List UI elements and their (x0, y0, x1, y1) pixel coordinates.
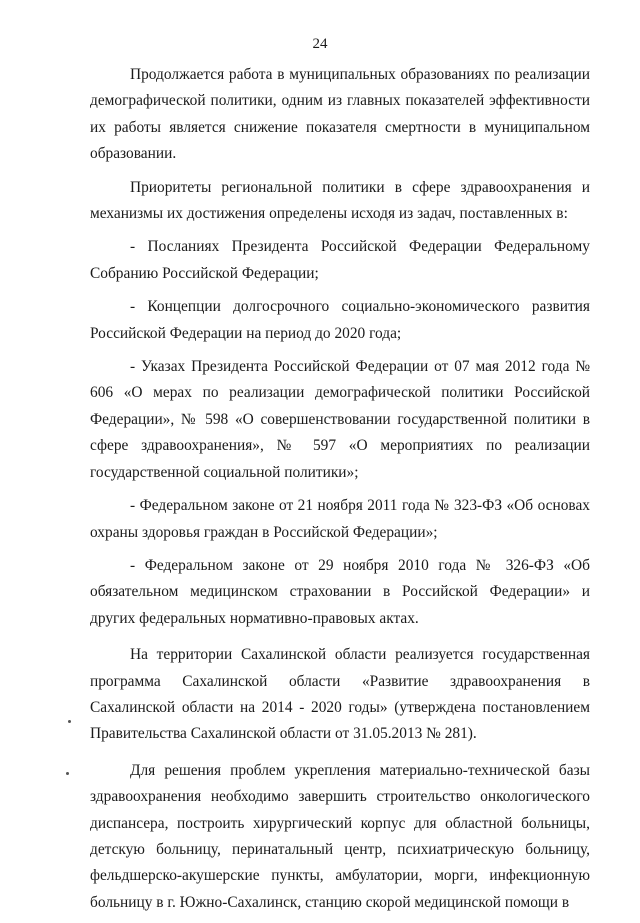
list-item-federal-law-326: - Федеральном законе от 29 ноября 2010 года № 326-ФЗ «Об обязательном медицинском страховании в Российской Федерации» и других федеральных нормативно-правовых актах. (90, 556, 590, 627)
page-number: 24 (312, 36, 328, 52)
list-item-development-concept: - Концепции долгосрочного социально-экономического развития Российской Федерации на период до 2020 года; (90, 298, 590, 342)
list-item-federal-law-323: - Федеральном законе от 21 ноября 2011 года № 323-ФЗ «Об основах охраны здоровья граждан в Российской Федерации»; (90, 497, 590, 541)
list-item-presidential-decrees: - Указах Президента Российской Федерации от 07 мая 2012 года № 606 «О мерах по реализации демографической политики Российской Федерации», № 598 «О совершенствовании государственной политики в сфере здравоохранения», № 597 «О мероприятиях по реализации государственной социальной политики»; (90, 358, 590, 481)
list-item-presidential-addresses: - Посланиях Президента Российской Федерации Федеральному Собранию Российской Федерации; (90, 238, 590, 282)
document-body (90, 62, 590, 923)
paragraph-mortality: Продолжается работа в муниципальных образованиях по реализации демографической политики, одним из главных показателей эффективности их работы является снижение показателя смертности в муниципальном образовании. (90, 66, 590, 163)
scan-speck (66, 772, 69, 775)
paragraph-priorities: Приоритеты региональной политики в сфере здравоохранения и механизмы их достижения определены исходя из задач, поставленных в: (90, 178, 590, 223)
paragraph-state-program: На территории Сахалинской области реализуется государственная программа Сахалинской области «Развитие здравоохранения в Сахалинской области на 2014 - 2020 годы» (утверждена постановлением Правительства Сахалинской области от 31.05.2013 № 281). (90, 646, 590, 743)
scan-speck (68, 720, 71, 723)
paragraph-infrastructure: Для решения проблем укрепления материально-технической базы здравоохранения необходимо завершить строительство онкологического диспансера, построить хирургический корпус для областной больницы, детскую больницу, перинатальный центр, психиатрическую больницу, фельдшерско-акушерские пункты, амбулатории, морги, инфекционную больницу в г. Южно-Сахалинск, станцию скорой медицинской помощи в (90, 761, 590, 911)
